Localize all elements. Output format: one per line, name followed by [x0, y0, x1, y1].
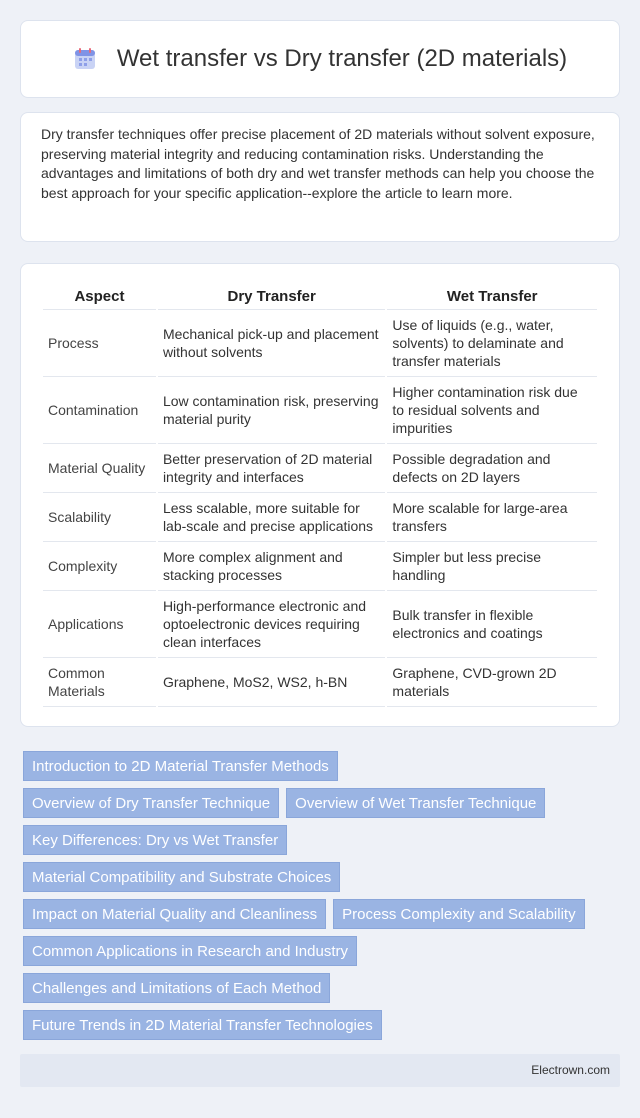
- intro-text: Dry transfer techniques offer precise placement of 2D materials without solvent exposure, preserving material integrity and reducing contamination risks. Understanding the advantages and limitations of both dry and wet transfer methods can help you choose the best approach for your specific application--explore the article to learn more.: [41, 126, 595, 201]
- table-row: [43, 591, 597, 658]
- footer-brand[interactable]: Electrown.com: [531, 1063, 610, 1077]
- topic-tag[interactable]: Material Compatibility and Substrate Choices: [23, 862, 340, 892]
- table-cell: Applications: [43, 591, 156, 658]
- table-cell: Bulk transfer in flexible electronics and coatings: [387, 591, 597, 658]
- table-row: [43, 444, 597, 493]
- page-title: Wet transfer vs Dry transfer (2D materials): [116, 45, 568, 72]
- table-cell: Scalability: [43, 493, 156, 542]
- intro-card: [20, 112, 620, 242]
- table-header-row: [43, 284, 597, 310]
- topic-tag[interactable]: Challenges and Limitations of Each Method: [23, 973, 330, 1003]
- tag-row: [23, 825, 623, 855]
- table-cell: Possible degradation and defects on 2D layers: [387, 444, 597, 493]
- table-cell: Mechanical pick-up and placement without solvents: [158, 310, 385, 377]
- tag-row: [23, 862, 623, 892]
- tag-row: [23, 751, 623, 781]
- comparison-table: [41, 284, 599, 707]
- header-aspect: Aspect: [43, 284, 156, 310]
- topic-tags: [23, 751, 623, 1047]
- table-row: [43, 658, 597, 707]
- calendar-grid-icon: [73, 47, 97, 71]
- table-cell: Graphene, MoS2, WS2, h-BN: [158, 658, 385, 707]
- table-cell: Use of liquids (e.g., water, solvents) to delaminate and transfer materials: [387, 310, 597, 377]
- tag-row: [23, 936, 623, 966]
- title-card: [20, 20, 620, 98]
- table-cell: Process: [43, 310, 156, 377]
- table-row: [43, 310, 597, 377]
- topic-tag[interactable]: Impact on Material Quality and Cleanliness: [23, 899, 326, 929]
- table-cell: Better preservation of 2D material integrity and interfaces: [158, 444, 385, 493]
- header-dry-transfer: Dry Transfer: [158, 284, 385, 310]
- table-cell: Simpler but less precise handling: [387, 542, 597, 591]
- table-cell: Less scalable, more suitable for lab-scale and precise applications: [158, 493, 385, 542]
- topic-tag[interactable]: Overview of Dry Transfer Technique: [23, 788, 279, 818]
- header-wet-transfer: Wet Transfer: [387, 284, 597, 310]
- topic-tag[interactable]: Introduction to 2D Material Transfer Methods: [23, 751, 338, 781]
- table-row: [43, 377, 597, 444]
- tag-row: [23, 1010, 623, 1040]
- topic-tag[interactable]: Overview of Wet Transfer Technique: [286, 788, 545, 818]
- table-cell: Low contamination risk, preserving material purity: [158, 377, 385, 444]
- table-cell: Graphene, CVD-grown 2D materials: [387, 658, 597, 707]
- table-cell: Higher contamination risk due to residual solvents and impurities: [387, 377, 597, 444]
- table-row: [43, 493, 597, 542]
- tag-row: [23, 899, 623, 929]
- topic-tag[interactable]: Common Applications in Research and Industry: [23, 936, 357, 966]
- tag-row: [23, 973, 623, 1003]
- table-cell: Material Quality: [43, 444, 156, 493]
- table-cell: High-performance electronic and optoelectronic devices requiring clean interfaces: [158, 591, 385, 658]
- topic-tag[interactable]: Key Differences: Dry vs Wet Transfer: [23, 825, 287, 855]
- tag-row: [23, 788, 623, 818]
- topic-tag[interactable]: Future Trends in 2D Material Transfer Technologies: [23, 1010, 382, 1040]
- table-cell: More complex alignment and stacking processes: [158, 542, 385, 591]
- comparison-table-card: [20, 263, 620, 727]
- table-cell: More scalable for large-area transfers: [387, 493, 597, 542]
- topic-tag[interactable]: Process Complexity and Scalability: [333, 899, 584, 929]
- footer: [20, 1054, 620, 1087]
- table-cell: Common Materials: [43, 658, 156, 707]
- table-row: [43, 542, 597, 591]
- table-cell: Complexity: [43, 542, 156, 591]
- table-cell: Contamination: [43, 377, 156, 444]
